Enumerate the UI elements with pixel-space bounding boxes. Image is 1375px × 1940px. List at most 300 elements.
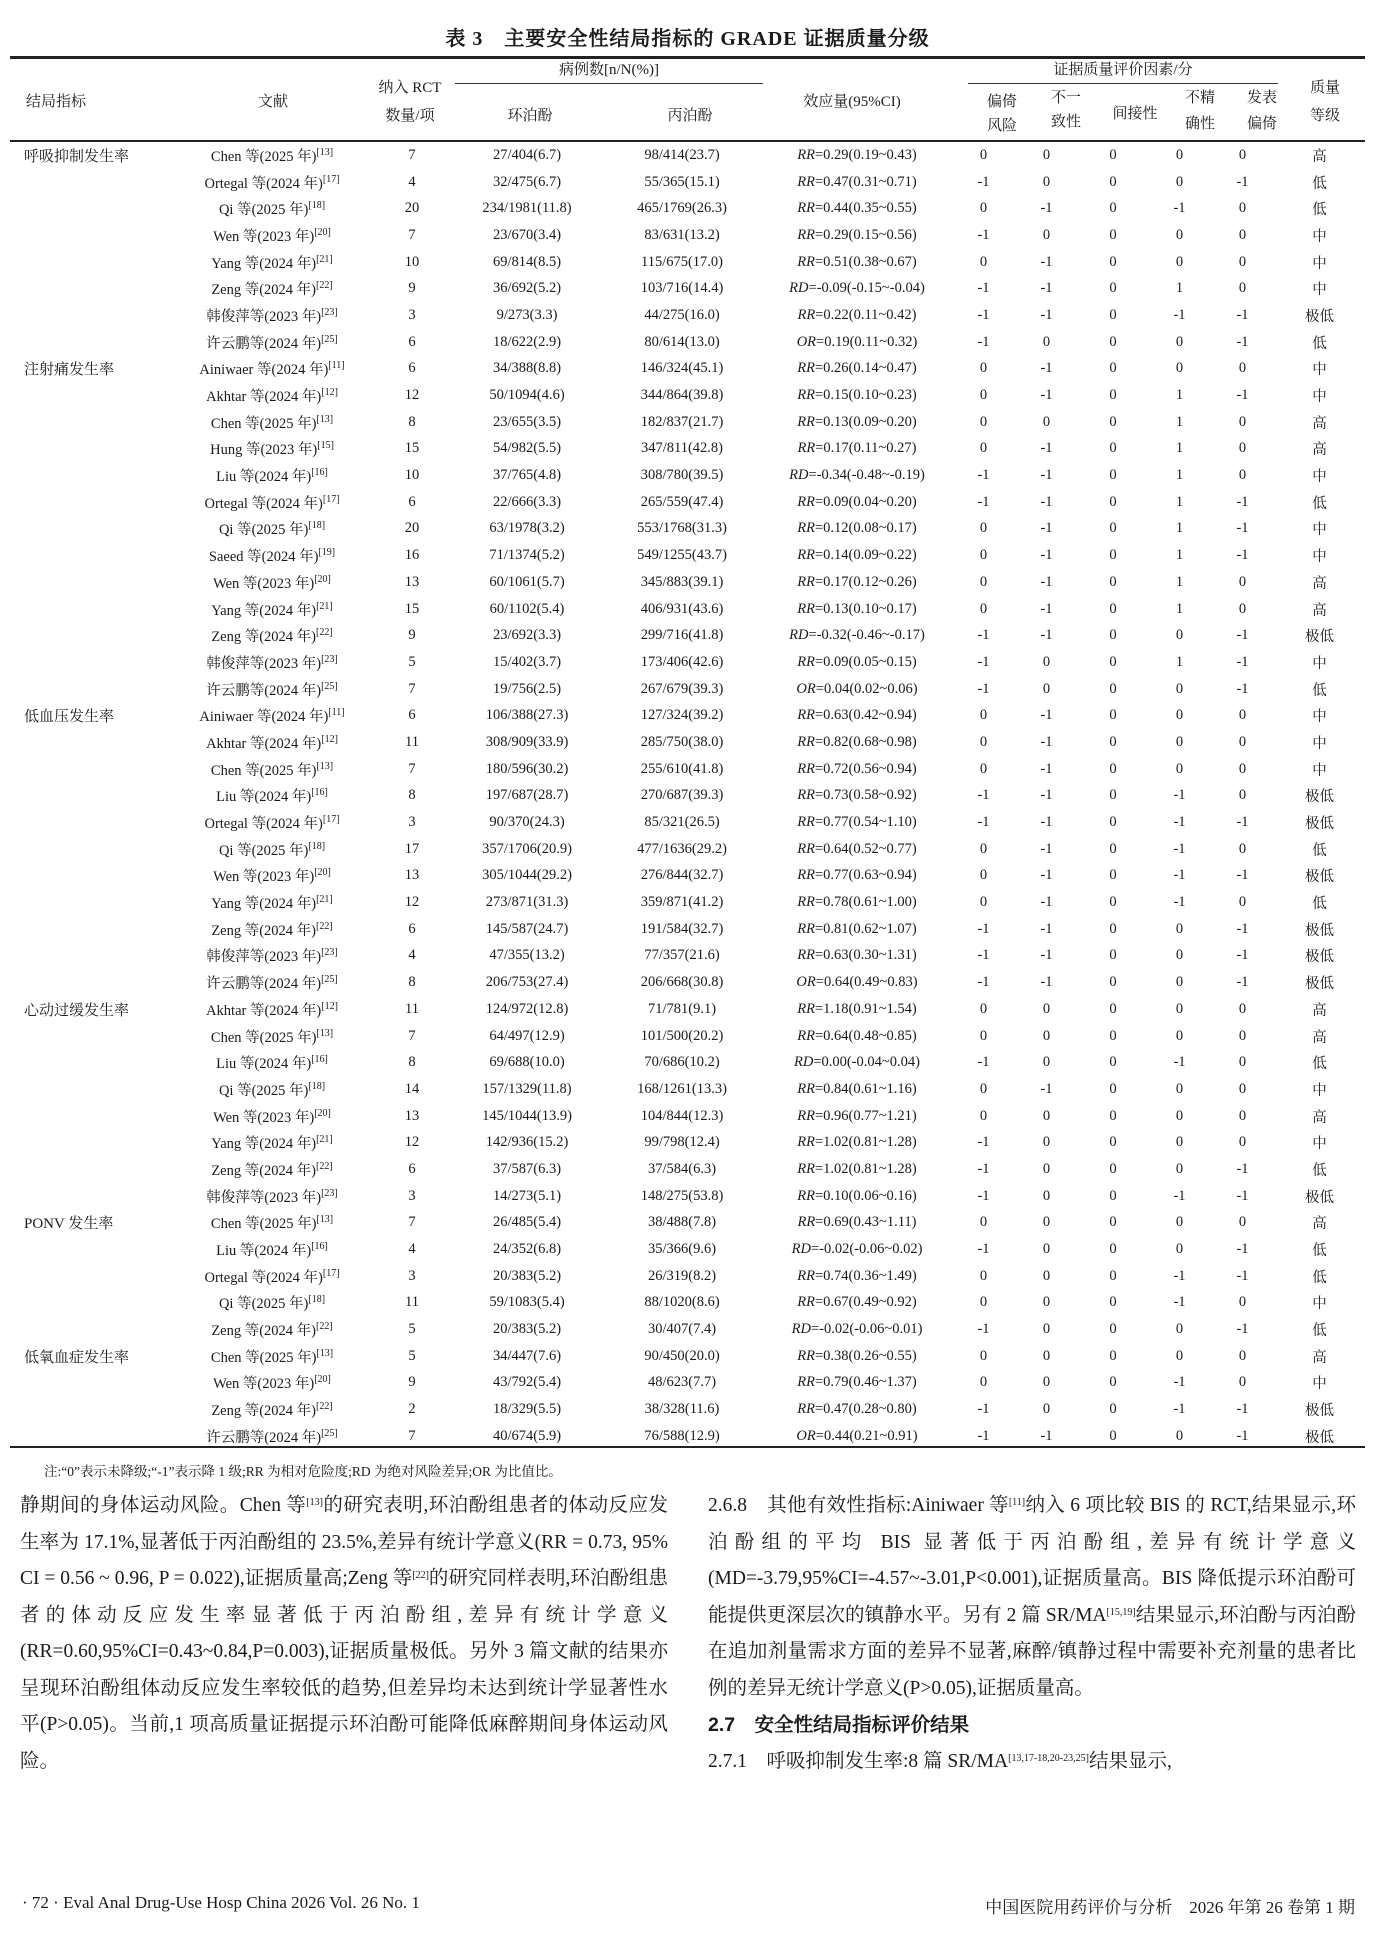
imprecision-cell: 0 bbox=[1175, 360, 1184, 377]
reference: [18] bbox=[308, 840, 326, 852]
indirectness-cell: 0 bbox=[1109, 280, 1117, 297]
outcome-cell bbox=[10, 302, 172, 329]
table-row bbox=[10, 1236, 1365, 1263]
study-cell bbox=[172, 969, 372, 996]
inconsistency-cell: -1 bbox=[1040, 947, 1053, 964]
effect-measure: RR bbox=[797, 1160, 815, 1177]
indirectness-cell: 0 bbox=[1109, 707, 1117, 724]
effect-measure: RR bbox=[797, 1294, 815, 1311]
inconsistency-cell: -1 bbox=[1040, 1080, 1053, 1097]
outcome-cell bbox=[10, 489, 172, 516]
quality-grade-cell: 低 bbox=[1312, 335, 1327, 352]
table-row bbox=[10, 1129, 1365, 1156]
reference: [23] bbox=[321, 1187, 338, 1199]
reference: [16] bbox=[311, 787, 328, 799]
study-name: Qi 等(2025 年) bbox=[218, 202, 309, 219]
reference: [25] bbox=[321, 974, 338, 986]
publication-bias-cell: -1 bbox=[1236, 680, 1249, 697]
imprecision-cell: 0 bbox=[1175, 947, 1184, 964]
imprecision-cell: 0 bbox=[1175, 974, 1184, 991]
outcome-cell bbox=[10, 943, 172, 970]
reference: [12] bbox=[321, 733, 338, 745]
table-row bbox=[10, 889, 1365, 916]
risk-of-bias-cell: 0 bbox=[979, 707, 988, 724]
study-cell bbox=[172, 1343, 372, 1370]
rct-count-cell: 13 bbox=[404, 573, 420, 590]
rct-count-cell: 12 bbox=[404, 387, 420, 404]
risk-of-bias-cell: 0 bbox=[979, 1267, 988, 1284]
indirectness-cell: 0 bbox=[1109, 1107, 1117, 1124]
ciprofol-cell: 69/814(8.5) bbox=[492, 253, 562, 270]
effect-measure: RR bbox=[797, 653, 815, 670]
publication-bias-cell: 0 bbox=[1238, 1374, 1247, 1391]
publication-bias-cell: 0 bbox=[1238, 707, 1247, 724]
ciprofol-cell: 357/1706(20.9) bbox=[482, 840, 572, 857]
ciprofol-cell: 106/388(27.3) bbox=[485, 707, 569, 724]
risk-of-bias-cell: 0 bbox=[979, 1000, 988, 1017]
quality-grade-cell: 中 bbox=[1312, 228, 1327, 245]
effect-cell: RR=0.51(0.38~0.67) bbox=[797, 253, 917, 270]
indirectness-cell: 0 bbox=[1109, 1214, 1117, 1231]
imprecision-cell: 0 bbox=[1175, 1107, 1184, 1124]
risk-of-bias-cell: -1 bbox=[977, 1401, 990, 1418]
quality-grade-cell: 极低 bbox=[1305, 1429, 1334, 1446]
outcome-cell bbox=[10, 596, 172, 623]
imprecision-cell: 0 bbox=[1175, 1214, 1184, 1231]
ciprofol-cell: 305/1044(29.2) bbox=[482, 867, 572, 884]
indirectness-cell: 0 bbox=[1109, 1401, 1117, 1418]
study-name: 许云鹏等(2024 年) bbox=[206, 1429, 322, 1446]
table-row bbox=[10, 1076, 1365, 1103]
imprecision-cell: 0 bbox=[1175, 920, 1184, 937]
study-cell bbox=[172, 356, 372, 383]
indirectness-cell: 0 bbox=[1109, 360, 1117, 377]
indirectness-cell: 0 bbox=[1109, 520, 1117, 537]
inconsistency-cell: 0 bbox=[1042, 1160, 1051, 1177]
effect-cell: RD=0.00(-0.04~0.04) bbox=[794, 1054, 920, 1071]
inconsistency-cell: 0 bbox=[1042, 226, 1051, 243]
imprecision-cell: 0 bbox=[1175, 333, 1184, 350]
effect-cell: RR=0.09(0.05~0.15) bbox=[797, 653, 917, 670]
propofol-cell: 173/406(42.6) bbox=[640, 653, 724, 670]
quality-grade-cell: 低 bbox=[1312, 495, 1327, 512]
publication-bias-cell: -1 bbox=[1236, 920, 1249, 937]
imprecision-cell: 1 bbox=[1175, 520, 1184, 537]
risk-of-bias-cell: 0 bbox=[979, 253, 988, 270]
outcome-cell bbox=[10, 1049, 172, 1076]
footer-left: · 72 · Eval Anal Drug-Use Hosp China 2026 Vol. 26 No. 1 bbox=[22, 1893, 420, 1912]
effect-cell: RR=0.96(0.77~1.21) bbox=[797, 1107, 917, 1124]
outcome-cell: 注射痛发生率 bbox=[24, 362, 115, 379]
risk-of-bias-cell: -1 bbox=[977, 1187, 990, 1204]
indirectness-cell: 0 bbox=[1109, 894, 1117, 911]
outcome-cell bbox=[10, 542, 172, 569]
outcome-cell: PONV 发生率 bbox=[24, 1216, 114, 1233]
indirectness-cell: 0 bbox=[1109, 1027, 1117, 1044]
publication-bias-cell: 0 bbox=[1238, 1294, 1247, 1311]
study-name: Chen 等(2025 年) bbox=[210, 1029, 317, 1046]
outcome-cell bbox=[10, 569, 172, 596]
reference: [13] bbox=[316, 1027, 334, 1039]
imprecision-cell: 0 bbox=[1175, 1160, 1184, 1177]
rct-count-cell: 13 bbox=[404, 867, 420, 884]
outcome-cell bbox=[10, 1076, 172, 1103]
study-cell bbox=[172, 1023, 372, 1050]
study-name: Zeng 等(2024 年) bbox=[211, 1162, 317, 1179]
quality-grade-cell: 低 bbox=[1312, 896, 1327, 913]
table-row bbox=[10, 1290, 1365, 1317]
rct-count-cell: 9 bbox=[408, 627, 416, 644]
quality-grade-cell: 高 bbox=[1312, 442, 1327, 459]
ciprofol-cell: 37/587(6.3) bbox=[492, 1160, 562, 1177]
effect-measure: RR bbox=[797, 173, 815, 190]
indirectness-cell: 0 bbox=[1109, 653, 1117, 670]
publication-bias-cell: -1 bbox=[1236, 814, 1249, 831]
effect-measure: RR bbox=[797, 440, 816, 457]
propofol-cell: 285/750(38.0) bbox=[640, 733, 724, 750]
rct-count-cell: 4 bbox=[408, 1241, 416, 1258]
propofol-cell: 406/931(43.6) bbox=[640, 600, 724, 617]
effect-measure: RR bbox=[797, 1374, 815, 1391]
rct-count-cell: 12 bbox=[404, 894, 420, 911]
publication-bias-cell: -1 bbox=[1236, 627, 1249, 644]
inconsistency-cell: 0 bbox=[1042, 1187, 1051, 1204]
study-cell bbox=[172, 1370, 372, 1397]
study-cell bbox=[172, 542, 372, 569]
reference: [21] bbox=[316, 600, 333, 612]
reference: [18] bbox=[308, 1080, 326, 1092]
publication-bias-cell: 0 bbox=[1238, 1080, 1247, 1097]
study-name: Qi 等(2025 年) bbox=[218, 522, 309, 539]
risk-of-bias-cell: 0 bbox=[979, 413, 988, 430]
indirectness-cell: 0 bbox=[1109, 1187, 1117, 1204]
publication-bias-cell: -1 bbox=[1236, 1427, 1249, 1444]
cases-group-rule bbox=[455, 83, 763, 84]
publication-bias-cell: -1 bbox=[1236, 306, 1249, 323]
propofol-cell: 182/837(21.7) bbox=[640, 413, 724, 430]
propofol-cell: 146/324(45.1) bbox=[640, 360, 724, 377]
propofol-cell: 168/1261(13.3) bbox=[637, 1080, 727, 1097]
ciprofol-cell: 145/587(24.7) bbox=[485, 920, 569, 937]
imprecision-cell: 0 bbox=[1175, 733, 1184, 750]
table-row bbox=[10, 489, 1365, 516]
study-cell bbox=[172, 1236, 372, 1263]
reference: [23] bbox=[321, 947, 338, 959]
effect-measure: RD bbox=[794, 1054, 814, 1071]
propofol-cell: 206/668(30.8) bbox=[640, 974, 724, 991]
study-cell bbox=[172, 622, 372, 649]
indirectness-cell: 0 bbox=[1109, 200, 1117, 217]
publication-bias-cell: -1 bbox=[1236, 653, 1249, 670]
study-cell bbox=[172, 142, 372, 169]
inconsistency-cell: 0 bbox=[1042, 1374, 1051, 1391]
publication-bias-cell: -1 bbox=[1236, 493, 1249, 510]
imprecision-cell: 0 bbox=[1175, 1000, 1184, 1017]
publication-bias-cell: 0 bbox=[1238, 1000, 1247, 1017]
risk-of-bias-cell: 0 bbox=[979, 573, 988, 590]
publication-bias-cell: 0 bbox=[1238, 573, 1247, 590]
risk-of-bias-cell: 0 bbox=[979, 840, 988, 857]
rct-count-cell: 10 bbox=[404, 253, 420, 270]
header-quality-1: 质量 bbox=[1309, 80, 1340, 96]
table-row bbox=[10, 1183, 1365, 1210]
indirectness-cell: 0 bbox=[1109, 493, 1117, 510]
inconsistency-cell: 0 bbox=[1042, 1000, 1051, 1017]
inconsistency-cell: 0 bbox=[1042, 333, 1051, 350]
reference: [22] bbox=[316, 1321, 333, 1333]
reference: [17] bbox=[322, 814, 340, 826]
quality-grade-cell: 低 bbox=[1312, 1162, 1327, 1179]
reference: [13] bbox=[316, 1347, 334, 1359]
propofol-cell: 267/679(39.3) bbox=[640, 680, 724, 697]
effect-measure: RR bbox=[797, 707, 815, 724]
table-row bbox=[10, 836, 1365, 863]
rct-count-cell: 20 bbox=[404, 520, 420, 537]
table-row bbox=[10, 542, 1365, 569]
table-row bbox=[10, 1023, 1365, 1050]
table-row bbox=[10, 729, 1365, 756]
study-name: Liu 等(2024 年) bbox=[216, 1056, 312, 1073]
quality-grade-cell: 高 bbox=[1312, 1029, 1327, 1046]
quality-grade-cell: 高 bbox=[1312, 1002, 1327, 1019]
imprecision-cell: -1 bbox=[1173, 787, 1186, 804]
left-column bbox=[20, 1488, 668, 1780]
table-row bbox=[10, 436, 1365, 463]
rct-count-cell: 4 bbox=[408, 173, 416, 190]
table-row bbox=[10, 195, 1365, 222]
outcome-cell bbox=[10, 516, 172, 543]
quality-grade-cell: 极低 bbox=[1305, 922, 1334, 939]
outcome-cell bbox=[10, 1183, 172, 1210]
propofol-cell: 191/584(32.7) bbox=[640, 920, 724, 937]
rct-count-cell: 5 bbox=[408, 1321, 416, 1338]
effect-cell: RR=0.64(0.48~0.85) bbox=[797, 1027, 917, 1044]
footer-right: 中国医院用药评价与分析 2026 年第 26 卷第 1 期 bbox=[985, 1898, 1355, 1917]
ciprofol-cell: 37/765(4.8) bbox=[492, 467, 562, 484]
study-name: 韩俊萍等(2023 年) bbox=[206, 655, 322, 672]
imprecision-cell: 0 bbox=[1175, 1321, 1184, 1338]
reference: [13] bbox=[316, 760, 334, 772]
reference: [16] bbox=[311, 1241, 328, 1253]
ciprofol-cell: 206/753(27.4) bbox=[485, 974, 569, 991]
study-cell bbox=[172, 329, 372, 356]
outcome-cell bbox=[10, 195, 172, 222]
ciprofol-cell: 23/655(3.5) bbox=[492, 413, 562, 430]
reference: [13] bbox=[316, 1214, 334, 1226]
ciprofol-cell: 60/1102(5.4) bbox=[489, 600, 565, 617]
study-cell bbox=[172, 382, 372, 409]
study-cell bbox=[172, 1210, 372, 1237]
study-name: Chen 等(2025 年) bbox=[210, 415, 317, 432]
study-name: Ortegal 等(2024 年) bbox=[204, 495, 323, 512]
table-row bbox=[10, 302, 1365, 329]
table-row bbox=[10, 142, 1365, 169]
imprecision-cell: 1 bbox=[1175, 387, 1184, 404]
propofol-cell: 265/559(47.4) bbox=[640, 493, 724, 510]
indirectness-cell: 0 bbox=[1109, 413, 1117, 430]
inconsistency-cell: 0 bbox=[1042, 1267, 1051, 1284]
inconsistency-cell: 0 bbox=[1042, 1401, 1051, 1418]
effect-cell: RR=0.17(0.12~0.26) bbox=[797, 573, 917, 590]
reference: [16] bbox=[311, 467, 328, 479]
rct-count-cell: 6 bbox=[408, 920, 416, 937]
ciprofol-cell: 47/355(13.2) bbox=[489, 947, 565, 964]
factors-group-rule bbox=[968, 83, 1278, 84]
indirectness-cell: 0 bbox=[1109, 680, 1117, 697]
inconsistency-cell: -1 bbox=[1040, 547, 1053, 564]
reference: [21] bbox=[316, 894, 333, 906]
rct-count-cell: 5 bbox=[408, 1347, 416, 1364]
grade-table bbox=[10, 142, 1365, 1450]
ciprofol-cell: 34/388(8.8) bbox=[492, 360, 562, 377]
effect-measure: RR bbox=[797, 1107, 815, 1124]
publication-bias-cell: -1 bbox=[1236, 1401, 1249, 1418]
ciprofol-cell: 60/1061(5.7) bbox=[489, 573, 565, 590]
effect-cell: RR=0.47(0.28~0.80) bbox=[797, 1401, 917, 1418]
imprecision-cell: 1 bbox=[1175, 547, 1184, 564]
study-name: Yang 等(2024 年) bbox=[211, 896, 317, 913]
propofol-cell: 345/883(39.1) bbox=[640, 573, 724, 590]
effect-cell: RR=0.77(0.54~1.10) bbox=[797, 814, 917, 831]
effect-measure: RD bbox=[791, 1241, 811, 1258]
risk-of-bias-cell: -1 bbox=[977, 787, 990, 804]
imprecision-cell: -1 bbox=[1173, 1294, 1186, 1311]
indirectness-cell: 0 bbox=[1109, 1000, 1117, 1017]
ciprofol-cell: 142/936(15.2) bbox=[485, 1134, 569, 1151]
table-title: 表 3 主要安全性结局指标的 GRADE 证据质量分级 bbox=[445, 28, 930, 50]
effect-measure: RR bbox=[797, 733, 815, 750]
propofol-cell: 103/716(14.4) bbox=[640, 280, 724, 297]
study-cell bbox=[172, 889, 372, 916]
effect-cell: RR=0.78(0.61~1.00) bbox=[797, 894, 917, 911]
propofol-cell: 38/328(11.6) bbox=[644, 1401, 720, 1418]
propofol-cell: 549/1255(43.7) bbox=[637, 547, 727, 564]
inconsistency-cell: -1 bbox=[1040, 253, 1053, 270]
inconsistency-cell: -1 bbox=[1040, 360, 1053, 377]
indirectness-cell: 0 bbox=[1109, 600, 1117, 617]
propofol-cell: 90/450(20.0) bbox=[644, 1347, 720, 1364]
publication-bias-cell: 0 bbox=[1238, 360, 1247, 377]
inconsistency-cell: -1 bbox=[1040, 974, 1053, 991]
quality-grade-cell: 低 bbox=[1312, 202, 1327, 219]
reference: [22] bbox=[316, 920, 333, 932]
reference: [17] bbox=[322, 1267, 340, 1279]
publication-bias-cell: 0 bbox=[1238, 413, 1247, 430]
publication-bias-cell: -1 bbox=[1236, 1267, 1249, 1284]
risk-of-bias-cell: 0 bbox=[979, 1374, 988, 1391]
risk-of-bias-cell: 0 bbox=[979, 1294, 988, 1311]
effect-cell: OR=0.64(0.49~0.83) bbox=[796, 974, 918, 991]
risk-of-bias-cell: -1 bbox=[977, 306, 990, 323]
inconsistency-cell: -1 bbox=[1040, 787, 1053, 804]
risk-of-bias-cell: 0 bbox=[979, 600, 988, 617]
table-row bbox=[10, 382, 1365, 409]
reference: [19] bbox=[318, 547, 336, 559]
indirectness-cell: 0 bbox=[1109, 1080, 1117, 1097]
quality-grade-cell: 低 bbox=[1312, 1323, 1327, 1340]
inconsistency-cell: 0 bbox=[1042, 1107, 1051, 1124]
rct-count-cell: 7 bbox=[408, 1027, 416, 1044]
propofol-cell: 359/871(41.2) bbox=[640, 894, 724, 911]
indirectness-cell: 0 bbox=[1109, 1054, 1117, 1071]
header-rct-count-1: 纳入 RCT bbox=[378, 80, 442, 96]
indirectness-cell: 0 bbox=[1109, 867, 1117, 884]
quality-grade-cell: 高 bbox=[1312, 1349, 1327, 1366]
reference: [23] bbox=[321, 306, 338, 318]
publication-bias-cell: 0 bbox=[1238, 1107, 1247, 1124]
study-cell bbox=[172, 569, 372, 596]
outcome-cell bbox=[10, 1290, 172, 1317]
study-cell bbox=[172, 302, 372, 329]
reference: [22] bbox=[316, 1401, 333, 1413]
reference: [20] bbox=[314, 867, 331, 879]
rct-count-cell: 8 bbox=[408, 787, 416, 804]
effect-measure: RR bbox=[797, 413, 815, 430]
study-name: Chen 等(2025 年) bbox=[210, 1349, 317, 1366]
rct-count-cell: 6 bbox=[408, 493, 416, 510]
effect-cell: RR=0.84(0.61~1.16) bbox=[797, 1080, 917, 1097]
imprecision-cell: -1 bbox=[1173, 1374, 1186, 1391]
imprecision-cell: -1 bbox=[1173, 840, 1186, 857]
citation: [13] bbox=[306, 1497, 323, 1508]
ciprofol-cell: 23/670(3.4) bbox=[492, 226, 562, 243]
study-cell bbox=[172, 1076, 372, 1103]
publication-bias-cell: 0 bbox=[1238, 1214, 1247, 1231]
risk-of-bias-cell: -1 bbox=[977, 814, 990, 831]
study-name: Zeng 等(2024 年) bbox=[211, 629, 317, 646]
table-row bbox=[10, 516, 1365, 543]
study-cell bbox=[172, 169, 372, 196]
publication-bias-cell: 0 bbox=[1238, 733, 1247, 750]
study-name: Zeng 等(2024 年) bbox=[211, 1403, 317, 1420]
publication-bias-cell: -1 bbox=[1236, 387, 1249, 404]
effect-measure: RR bbox=[797, 200, 815, 217]
outcome-cell bbox=[10, 783, 172, 810]
outcome-cell bbox=[10, 676, 172, 703]
effect-measure: RR bbox=[797, 814, 815, 831]
study-name: Wen 等(2023 年) bbox=[213, 228, 315, 245]
imprecision-cell: 0 bbox=[1175, 1241, 1184, 1258]
publication-bias-cell: -1 bbox=[1236, 333, 1249, 350]
propofol-cell: 80/614(13.0) bbox=[644, 333, 720, 350]
effect-cell: RR=0.17(0.11~0.27) bbox=[797, 440, 917, 457]
outcome-cell bbox=[10, 836, 172, 863]
propofol-cell: 148/275(53.8) bbox=[640, 1187, 724, 1204]
study-name: Qi 等(2025 年) bbox=[218, 842, 309, 859]
propofol-cell: 98/414(23.7) bbox=[644, 146, 720, 163]
rct-count-cell: 3 bbox=[408, 814, 416, 831]
propofol-cell: 71/781(9.1) bbox=[647, 1000, 717, 1017]
outcome-cell bbox=[10, 222, 172, 249]
quality-grade-cell: 高 bbox=[1312, 575, 1327, 592]
table-row bbox=[10, 569, 1365, 596]
study-cell bbox=[172, 1263, 372, 1290]
effect-cell: RD=-0.34(-0.48~-0.19) bbox=[789, 467, 925, 484]
quality-grade-cell: 极低 bbox=[1305, 949, 1334, 966]
study-name: Chen 等(2025 年) bbox=[210, 762, 317, 779]
citation: [13,17-18,20-23,25] bbox=[1008, 1752, 1089, 1764]
publication-bias-cell: 0 bbox=[1238, 1134, 1247, 1151]
inconsistency-cell: -1 bbox=[1040, 520, 1053, 537]
imprecision-cell: 0 bbox=[1175, 226, 1184, 243]
outcome-cell bbox=[10, 382, 172, 409]
imprecision-cell: 1 bbox=[1175, 280, 1184, 297]
quality-grade-cell: 中 bbox=[1312, 1136, 1327, 1153]
rct-count-cell: 12 bbox=[404, 1134, 420, 1151]
rct-count-cell: 7 bbox=[408, 1214, 416, 1231]
ciprofol-cell: 26/485(5.4) bbox=[492, 1214, 562, 1231]
quality-grade-cell: 极低 bbox=[1305, 1189, 1334, 1206]
